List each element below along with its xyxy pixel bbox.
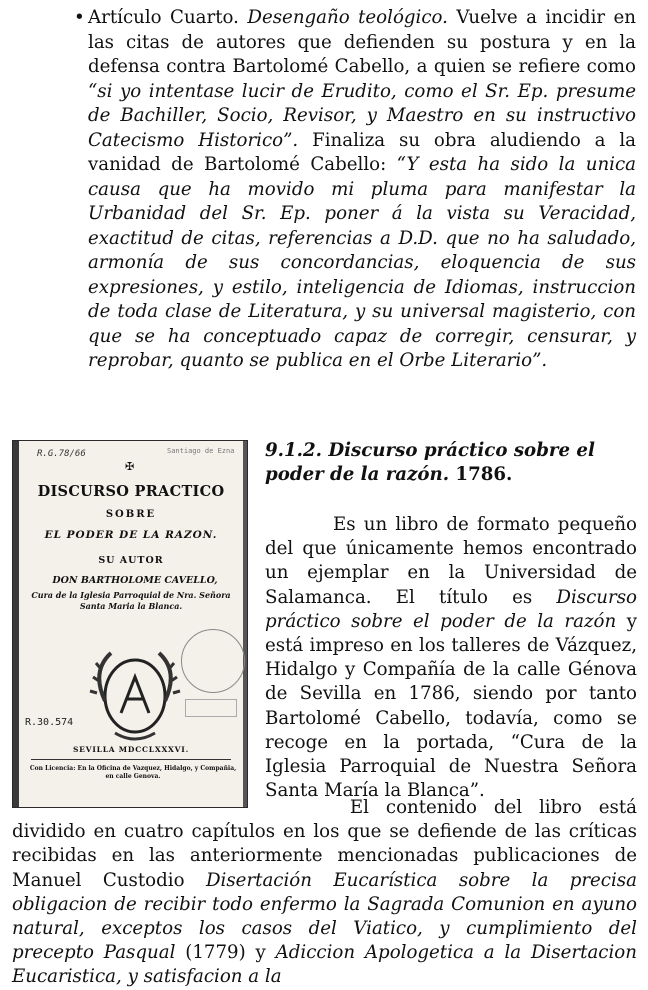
paragraph-text: Es un libro de formato pequeño del que únicamente hemos encontrado un ejemplar en la Universidad de Salamanca. El título es (265, 514, 637, 608)
section-heading (265, 439, 637, 487)
publication-year: (1779) (185, 942, 246, 964)
section-block (265, 439, 637, 802)
cover-author-name: DON BARTHOLOME CAVELLO, (52, 575, 218, 586)
bullet-paragraph (68, 6, 636, 374)
cover-title: SOBRE (105, 509, 157, 520)
bullet-mark: • (74, 7, 85, 28)
paragraph-text: Vuelve a incidir en las citas de autores que defienden su postura y en la defensa contra Bartolomé Cabello, a quien se refiere como (88, 7, 636, 77)
library-stamp (181, 629, 245, 693)
book-title: Discurso práctico sobre el poder de la razón (265, 586, 637, 632)
handwritten-mark: R.G.78/66 (37, 449, 86, 459)
wreath-emblem (81, 641, 189, 751)
cover-author-label: SU AUTOR (98, 555, 164, 566)
book-title: Disertación Eucarística sobre la precisa obligacion de recibir todo enfermo la Sagrada Comunion en ayuno natural, exceptos los casos del Viatico, y cumplimiento del precepto Pasqual (12, 869, 637, 964)
quotation: “si yo intentase lucir de Erudito, como el Sr. Ep. presume de Bachiller, Socio, Revisor, y Maestro en su instructivo Catecismo Historico”. (88, 80, 636, 151)
article-title: Desengaño teológico. (247, 7, 448, 28)
shelf-mark: R.30.574 (25, 717, 74, 728)
book-title: Adiccion Apologetica a la Disertacion Eucaristica, y satisfacion a la (12, 942, 637, 988)
section-number: 9.1.2. (265, 440, 322, 461)
section-paragraph (265, 513, 637, 803)
cover-title: DISCURSO PRACTICO (37, 483, 225, 500)
divider (31, 759, 231, 760)
paragraph-text: y está impreso en los talleres de Vázquez, Hidalgo y Compañía de la calle Génova de Sevilla en 1786, siendo por tanto Bartolomé Cabello, todavía, como se recoge en la portada, “Cura de la Iglesia Parroquial de Nuestra Señora Santa María la Blanca”. (265, 610, 637, 802)
cover-edge (243, 441, 247, 807)
cover-author-role: Cura de la Iglesia Parroquial de Nra. Señora Santa Maria la Blanca. (31, 590, 231, 611)
cross-ornament: ✠ (125, 460, 135, 473)
cover-edge (13, 441, 19, 807)
paragraph-text: El contenido del libro está dividido en cuatro capítulos en los que se defiende de las críticas recibidas en las anteriormente mencionadas publicaciones de Manuel Custodio (12, 797, 637, 891)
book-cover-image (12, 440, 248, 808)
conjunction: y (255, 942, 266, 964)
library-stamp (185, 699, 237, 717)
quotation: “Y esta ha sido la unica causa que ha movido mi pluma para manifestar la Urbanidad del Sr. Ep. poner á la vista su Veracidad, exactitud de citas, referencias a D.D. que no ha saludado, armonía de sus concordancias, eloquencia de sus expresiones, y estilo, inteligencia de Idiomas, instruccion de toda clase de Literatura, y su universal magisterio, con que se ha conceptuado capaz de corregir, censurar, y reprobar, quanto se publica en el Orbe Literario”. (88, 154, 636, 371)
article-label: Artículo Cuarto. (88, 7, 239, 28)
paragraph-text: Finaliza su obra aludiendo a la vanidad de Bartolomé Cabello: (88, 129, 636, 175)
section-title: Discurso práctico sobre el poder de la razón. (265, 440, 595, 485)
cover-license: Con Licencia: En la Oficina de Vazquez, Hidalgo, y Compañia, en calle Genova. (29, 765, 237, 780)
stamp-text: Santiago de Ezna (167, 447, 235, 455)
cover-title: EL PODER DE LA RAZON. (44, 529, 218, 541)
section-paragraph (12, 796, 637, 990)
section-year: 1786. (455, 464, 513, 485)
cover-imprint: SEVILLA MDCCLXXXVI. (72, 745, 190, 754)
